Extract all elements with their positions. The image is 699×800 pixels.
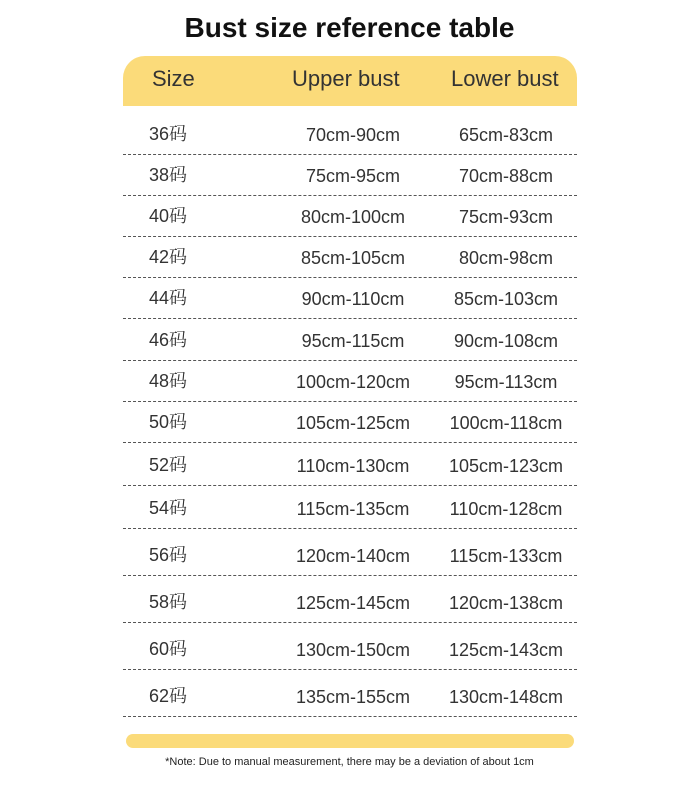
table-row [123,319,577,361]
size-cell: 54码 [149,498,188,518]
table-row [123,155,577,196]
lower-bust-cell: 95cm-113cm [454,372,558,392]
upper-bust-cell: 105cm-125cm [295,413,411,433]
lower-bust-cell: 80cm-98cm [458,248,554,268]
upper-bust-cell: 70cm-90cm [305,125,401,145]
table-row [123,361,577,402]
table-header [123,56,577,106]
table-row [123,623,577,670]
lower-bust-cell: 105cm-123cm [448,456,564,476]
table-row [123,670,577,717]
lower-bust-cell: 130cm-148cm [448,687,564,707]
size-cell: 58码 [149,592,188,612]
size-cell: 62码 [149,686,188,706]
table-row [123,443,577,486]
lower-bust-cell: 100cm-118cm [449,413,563,433]
upper-bust-cell: 95cm-115cm [301,331,405,351]
table-row [123,576,577,623]
upper-bust-cell: 120cm-140cm [295,546,411,566]
size-cell: 46码 [149,330,188,350]
lower-bust-cell: 115cm-133cm [449,546,563,566]
upper-bust-cell: 110cm-130cm [296,456,410,476]
size-cell: 36码 [149,124,188,144]
lower-bust-cell: 120cm-138cm [448,593,564,613]
header-upper-bust: Upper bust [292,66,400,91]
size-cell: 50码 [149,412,188,432]
upper-bust-cell: 125cm-145cm [295,593,411,613]
lower-bust-cell: 70cm-88cm [458,166,554,186]
table-row [123,402,577,443]
lower-bust-cell: 85cm-103cm [453,289,559,309]
upper-bust-cell: 135cm-155cm [295,687,411,707]
size-cell: 38码 [149,165,188,185]
upper-bust-cell: 90cm-110cm [301,289,405,309]
upper-bust-cell: 80cm-100cm [300,207,406,227]
lower-bust-cell: 90cm-108cm [453,331,559,351]
upper-bust-cell: 75cm-95cm [305,166,401,186]
table-row [123,106,577,155]
lower-bust-cell: 125cm-143cm [448,640,564,660]
table-row [123,237,577,278]
measurement-note: *Note: Due to manual measurement, there may be a deviation of about 1cm [165,756,534,768]
size-cell: 44码 [149,288,188,308]
upper-bust-cell: 100cm-120cm [295,372,411,392]
size-cell: 60码 [149,639,188,659]
size-cell: 40码 [149,206,188,226]
table-row [123,278,577,319]
header-size: Size [152,66,195,91]
upper-bust-cell: 130cm-150cm [295,640,411,660]
table-row [123,196,577,237]
lower-bust-cell: 75cm-93cm [458,207,554,227]
lower-bust-cell: 110cm-128cm [449,499,563,519]
size-cell: 48码 [149,371,188,391]
size-cell: 52码 [149,455,188,475]
page-title: Bust size reference table [184,12,515,43]
upper-bust-cell: 115cm-135cm [296,499,410,519]
upper-bust-cell: 85cm-105cm [300,248,406,268]
footer-bar [126,734,574,748]
size-cell: 42码 [149,247,188,267]
lower-bust-cell: 65cm-83cm [458,125,554,145]
header-lower-bust: Lower bust [451,66,559,91]
size-cell: 56码 [149,545,188,565]
table-row [123,529,577,576]
table-row [123,486,577,529]
